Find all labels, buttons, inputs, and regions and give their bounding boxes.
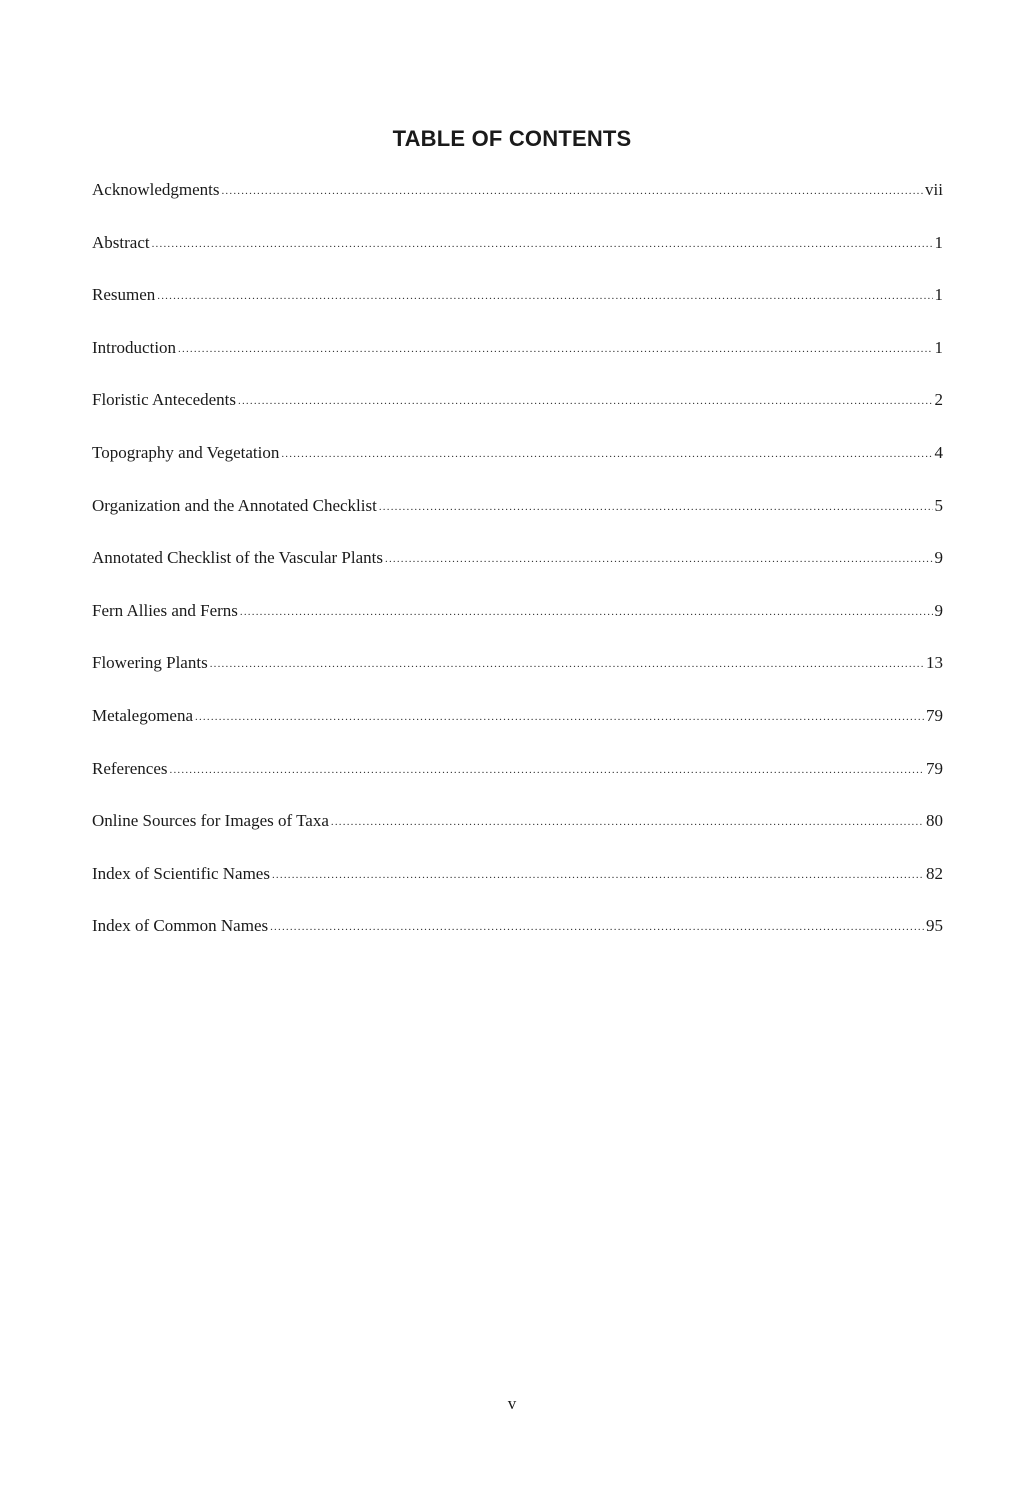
- toc-entry-label: Metalegomena: [92, 705, 194, 725]
- toc-entry-page: 1: [934, 232, 943, 252]
- toc-entry-references[interactable]: [92, 759, 943, 812]
- toc-entry-label: Index of Scientific Names: [92, 863, 270, 883]
- dot-leader: [385, 553, 933, 565]
- toc-entry-acknowledgments[interactable]: [92, 180, 943, 233]
- toc-entry-page: 13: [926, 653, 943, 673]
- dot-leader: [170, 764, 924, 776]
- toc-entry-metalegomena[interactable]: [92, 706, 943, 759]
- toc-entry-page: 79: [926, 705, 943, 725]
- toc-entry-introduction[interactable]: [92, 338, 943, 391]
- toc-entry-label: Annotated Checklist of the Vascular Plants: [92, 548, 383, 568]
- dot-leader: [240, 606, 933, 618]
- dot-leader: [157, 290, 932, 302]
- toc-entry-annotated-checklist[interactable]: [92, 548, 943, 601]
- toc-entry-topography[interactable]: [92, 443, 943, 496]
- toc-entry-page: 80: [926, 811, 943, 831]
- toc-entry-label: Topography and Vegetation: [92, 442, 280, 462]
- toc-entry-fern-allies[interactable]: [92, 601, 943, 654]
- toc-entry-page: 95: [926, 916, 943, 936]
- toc-entry-label: Flowering Plants: [92, 653, 208, 673]
- toc-entry-page: 9: [934, 600, 943, 620]
- toc-entry-label: Organization and the Annotated Checklist: [92, 495, 377, 515]
- toc-entry-resumen[interactable]: [92, 285, 943, 338]
- toc-entry-page: 1: [934, 285, 943, 305]
- toc-entry-label: Resumen: [92, 285, 156, 305]
- dot-leader: [221, 185, 923, 197]
- toc-entry-label: Fern Allies and Ferns: [92, 600, 238, 620]
- dot-leader: [331, 816, 924, 828]
- toc-entry-index-scientific[interactable]: [92, 864, 943, 917]
- dot-leader: [270, 921, 924, 933]
- dot-leader: [238, 395, 932, 407]
- toc-entry-flowering-plants[interactable]: [92, 653, 943, 706]
- toc-entry-floristic-antecedents[interactable]: [92, 390, 943, 443]
- page-number: v: [507, 1394, 517, 1413]
- page-title: TABLE OF CONTENTS: [392, 126, 632, 151]
- toc-entry-abstract[interactable]: [92, 233, 943, 286]
- toc-entry-label: Acknowledgments: [92, 180, 220, 199]
- toc-entry-page: 2: [934, 390, 943, 410]
- dot-leader: [210, 658, 924, 670]
- toc-entry-page: 1: [934, 337, 943, 357]
- dot-leader: [379, 501, 933, 513]
- toc-entry-label: Index of Common Names: [92, 916, 269, 936]
- dot-leader: [195, 711, 924, 723]
- toc-entry-label: Floristic Antecedents: [92, 390, 237, 410]
- toc-list: [92, 180, 943, 969]
- toc-entry-page: 82: [926, 863, 943, 883]
- toc-entry-page: vii: [925, 180, 943, 199]
- toc-entry-page: 5: [934, 495, 943, 515]
- dot-leader: [152, 238, 933, 250]
- dot-leader: [281, 448, 932, 460]
- toc-entry-index-common[interactable]: [92, 916, 943, 969]
- toc-entry-page: 4: [934, 442, 943, 462]
- toc-entry-label: Introduction: [92, 337, 177, 357]
- toc-entry-page: 9: [934, 548, 943, 568]
- toc-entry-online-sources[interactable]: [92, 811, 943, 864]
- toc-entry-page: 79: [926, 758, 943, 778]
- toc-entry-label: Abstract: [92, 232, 150, 252]
- dot-leader: [178, 343, 932, 355]
- toc-entry-label: References: [92, 758, 168, 778]
- toc-entry-label: Online Sources for Images of Taxa: [92, 811, 329, 831]
- toc-entry-organization[interactable]: [92, 496, 943, 549]
- dot-leader: [272, 869, 924, 881]
